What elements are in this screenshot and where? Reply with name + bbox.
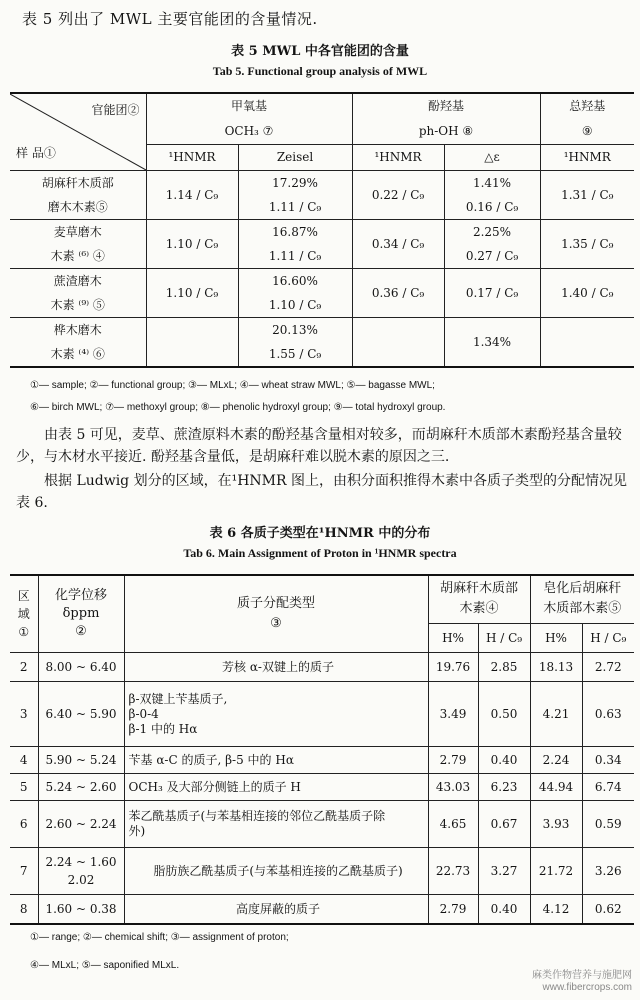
assignment-cell: 苄基 α-C 的质子, β-5 中的 Hα <box>124 747 428 774</box>
paragraph-2: 根据 Ludwig 划分的区域，在¹HNMR 图上，由积分面积推得木素中各质子类型的分配情况见表 6. <box>16 473 627 511</box>
value-cell: 22.73 <box>428 848 478 895</box>
value-cell: 0.40 <box>478 747 530 774</box>
value-cell: 4.65 <box>428 801 478 848</box>
value-cell: 2.24 <box>530 747 582 774</box>
subheader: H% <box>428 623 478 652</box>
table5 <box>10 92 634 368</box>
header-lignin-2: 皂化后胡麻秆 木质部木素⑤ <box>530 575 634 623</box>
table6-caption-en: Tab 6. Main Assignment of Proton in ¹HNMR spectra <box>183 546 457 560</box>
region-cell: 2 <box>10 653 38 682</box>
value-cell: 4.21 <box>530 682 582 747</box>
value-cell: 3.27 <box>478 848 530 895</box>
value-cell: 0.63 <box>582 682 634 747</box>
table-row: 麦草磨木 木素 ⁽⁶⁾ ④ 1.10 / C₉ 16.87% 1.11 / C₉ 0.34 / C₉ 2.25% 0.27 / C₉ 1.35 / C₉ <box>10 220 634 269</box>
value-cell: 3.93 <box>530 801 582 848</box>
value-cell: 44.94 <box>530 774 582 801</box>
method-header: ¹HNMR <box>146 145 238 171</box>
region-cell: 4 <box>10 747 38 774</box>
value-cell: 0.59 <box>582 801 634 848</box>
value-cell: 3.26 <box>582 848 634 895</box>
corner-top-label: 官能团② <box>91 103 140 117</box>
paragraph-1: 由表 5 可见，麦草、蔗渣原料木素的酚羟基含量相对较多，而胡麻秆木质部木素酚羟基含量较少，与木材水平接近. 酚羟基含量低，是胡麻秆难以脱木素的原因之三. <box>16 427 622 465</box>
region-cell: 3 <box>10 682 38 747</box>
shift-cell: 6.40 ~ 5.90 <box>38 682 124 747</box>
value-cell: 43.03 <box>428 774 478 801</box>
group-methoxyl-formula: OCH₃ ⑦ <box>146 119 352 145</box>
group-total: 总羟基 <box>540 93 634 119</box>
shift-cell: 2.24 ~ 1.60 2.02 <box>38 848 124 895</box>
table-row: 桦木磨木 木素 ⁽⁴⁾ ⑥ 20.13% 1.55 / C₉ 1.34% <box>10 318 634 368</box>
assignment-cell: 脂肪族乙酰基质子(与苯基相连接的乙酰基质子) <box>124 848 428 895</box>
header-lignin-1: 胡麻秆木质部 木素④ <box>428 575 530 623</box>
table6-note-1: ①— range; ②— chemical shift; ③— assignment of proton; <box>30 932 289 943</box>
value-cell: 6.23 <box>478 774 530 801</box>
value-cell: 0.62 <box>582 895 634 925</box>
region-cell: 8 <box>10 895 38 925</box>
value-cell: 2.85 <box>478 653 530 682</box>
table6-caption-cn: 表 6 各质子类型在¹HNMR 中的分布 <box>209 526 431 541</box>
table-row: 胡麻秆木质部 磨木木素⑤ 1.14 / C₉ 17.29% 1.11 / C₉ 0.22 / C₉ 1.41% 0.16 / C₉ 1.31 / C₉ <box>10 171 634 220</box>
watermark: 麻类作物营养与施肥网 www.fibercrops.com <box>532 970 632 993</box>
method-header: △ε <box>444 145 540 171</box>
table-row <box>10 747 634 774</box>
method-header: ¹HNMR <box>540 145 634 171</box>
shift-cell: 2.60 ~ 2.24 <box>38 801 124 848</box>
region-cell: 5 <box>10 774 38 801</box>
region-cell: 7 <box>10 848 38 895</box>
table6 <box>10 574 634 925</box>
subheader: H / C₉ <box>582 623 634 652</box>
value-cell: 0.40 <box>478 895 530 925</box>
value-cell: 0.50 <box>478 682 530 747</box>
table5-note-2: ⑥— birch MWL; ⑦— methoxyl group; ⑧— phenolic hydroxyl group; ⑨— total hydroxyl group. <box>30 402 446 413</box>
table-row <box>10 848 634 895</box>
shift-cell: 5.24 ~ 2.60 <box>38 774 124 801</box>
table-row <box>10 801 634 848</box>
intro-text: 表 5 列出了 MWL 主要官能团的含量情况. <box>22 10 318 28</box>
group-phenolic: 酚羟基 <box>352 93 540 119</box>
table-row <box>10 774 634 801</box>
table-row <box>10 682 634 747</box>
value-cell: 3.49 <box>428 682 478 747</box>
subheader: H% <box>530 623 582 652</box>
assignment-cell: 苯乙酰基质子(与苯基相连接的邻位乙酰基质子除 外) <box>124 801 428 848</box>
header-assignment: 质子分配类型 ③ <box>124 575 428 653</box>
header-region: 区 域 ① <box>10 575 38 653</box>
table-row: 蔗渣磨木 木素 ⁽⁹⁾ ⑤ 1.10 / C₉ 16.60% 1.10 / C₉ 0.36 / C₉ 0.17 / C₉ 1.40 / C₉ <box>10 269 634 318</box>
method-header: ¹HNMR <box>352 145 444 171</box>
value-cell: 2.79 <box>428 747 478 774</box>
value-cell: 4.12 <box>530 895 582 925</box>
value-cell: 18.13 <box>530 653 582 682</box>
table5-corner-cell <box>10 93 146 171</box>
table5-note-1: ①— sample; ②— functional group; ③— MLxL; ④— wheat straw MWL; ⑤— bagasse MWL; <box>30 380 435 391</box>
table6-note-2: ④— MLxL; ⑤— saponified MLxL. <box>30 960 180 971</box>
region-cell: 6 <box>10 801 38 848</box>
shift-cell: 5.90 ~ 5.24 <box>38 747 124 774</box>
subheader: H / C₉ <box>478 623 530 652</box>
table5-caption-cn: 表 5 MWL 中各官能团的含量 <box>231 44 409 59</box>
shift-cell: 1.60 ~ 0.38 <box>38 895 124 925</box>
value-cell: 2.79 <box>428 895 478 925</box>
group-phenolic-formula: ph-OH ⑧ <box>352 119 540 145</box>
assignment-cell: 高度屏蔽的质子 <box>124 895 428 925</box>
shift-cell: 8.00 ~ 6.40 <box>38 653 124 682</box>
method-header: Zeisel <box>238 145 352 171</box>
assignment-cell: β-双键上苄基质子, β-0-4 β-1 中的 Hα <box>124 682 428 747</box>
assignment-cell: OCH₃ 及大部分侧链上的质子 H <box>124 774 428 801</box>
value-cell: 0.34 <box>582 747 634 774</box>
table-row <box>10 895 634 925</box>
value-cell: 21.72 <box>530 848 582 895</box>
value-cell: 6.74 <box>582 774 634 801</box>
header-shift: 化学位移 δppm ② <box>38 575 124 653</box>
table5-caption-en: Tab 5. Functional group analysis of MWL <box>212 64 428 78</box>
value-cell: 0.67 <box>478 801 530 848</box>
group-methoxyl: 甲氧基 <box>146 93 352 119</box>
group-total-formula: ⑨ <box>540 119 634 145</box>
value-cell: 19.76 <box>428 653 478 682</box>
assignment-cell: 芳核 α-双键上的质子 <box>124 653 428 682</box>
table-row <box>10 653 634 682</box>
value-cell: 2.72 <box>582 653 634 682</box>
corner-bottom-label: 样 品① <box>16 146 56 160</box>
